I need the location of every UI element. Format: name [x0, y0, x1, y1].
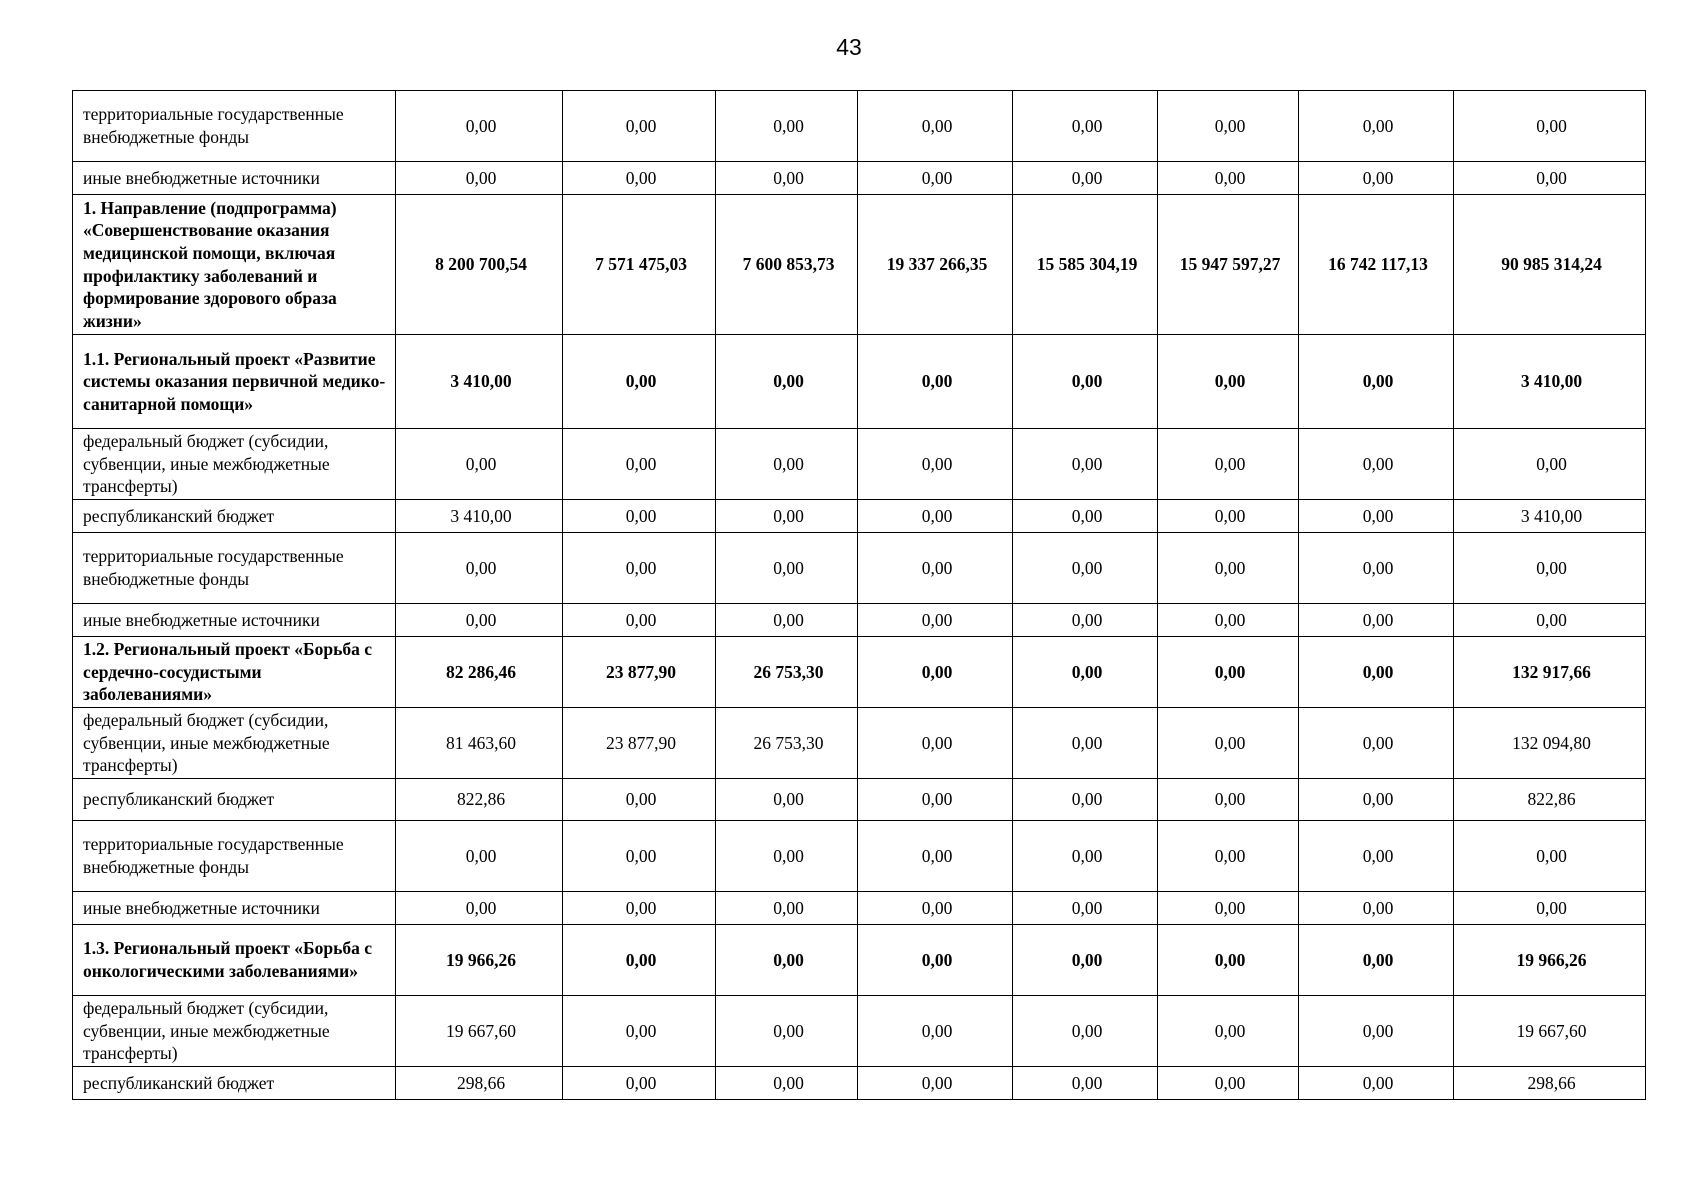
table-row — [73, 162, 1646, 195]
value-cell: 0,00 — [1299, 500, 1454, 533]
value-cell: 0,00 — [716, 429, 858, 500]
value-cell: 0,00 — [716, 1067, 858, 1100]
value-cell: 0,00 — [396, 162, 563, 195]
value-cell: 0,00 — [1299, 604, 1454, 637]
total-cell: 0,00 — [1454, 162, 1646, 195]
row-label: территориальные государственные внебюджетные фонды — [73, 821, 396, 892]
value-cell: 0,00 — [1158, 429, 1299, 500]
value-cell: 0,00 — [396, 821, 563, 892]
value-cell: 0,00 — [1013, 821, 1158, 892]
table-row — [73, 892, 1646, 925]
table-row — [73, 996, 1646, 1067]
value-cell: 0,00 — [858, 996, 1013, 1067]
value-cell: 82 286,46 — [396, 637, 563, 708]
value-cell: 0,00 — [1299, 429, 1454, 500]
value-cell: 0,00 — [858, 637, 1013, 708]
value-cell: 0,00 — [716, 996, 858, 1067]
total-cell: 298,66 — [1454, 1067, 1646, 1100]
value-cell: 0,00 — [1158, 1067, 1299, 1100]
value-cell: 0,00 — [1299, 1067, 1454, 1100]
row-label: иные внебюджетные источники — [73, 604, 396, 637]
row-label: иные внебюджетные источники — [73, 892, 396, 925]
value-cell: 0,00 — [1299, 533, 1454, 604]
value-cell: 0,00 — [858, 533, 1013, 604]
value-cell: 0,00 — [716, 335, 858, 429]
value-cell: 0,00 — [1158, 996, 1299, 1067]
value-cell: 0,00 — [396, 604, 563, 637]
row-label: 1. Направление (подпрограмма) «Совершенствование оказания медицинской помощи, включая профилактику заболеваний и формирование здорового образа жизни» — [73, 195, 396, 335]
value-cell: 0,00 — [1013, 91, 1158, 162]
value-cell: 0,00 — [1013, 533, 1158, 604]
value-cell: 0,00 — [563, 925, 716, 996]
total-cell: 0,00 — [1454, 892, 1646, 925]
row-label: 1.2. Региональный проект «Борьба с сердечно-сосудистыми заболеваниями» — [73, 637, 396, 708]
total-cell: 0,00 — [1454, 821, 1646, 892]
total-cell: 90 985 314,24 — [1454, 195, 1646, 335]
value-cell: 0,00 — [563, 892, 716, 925]
total-cell: 0,00 — [1454, 533, 1646, 604]
value-cell: 0,00 — [1013, 779, 1158, 821]
value-cell: 0,00 — [1013, 335, 1158, 429]
value-cell: 0,00 — [716, 533, 858, 604]
value-cell: 0,00 — [716, 892, 858, 925]
value-cell: 0,00 — [858, 708, 1013, 779]
value-cell: 0,00 — [858, 779, 1013, 821]
total-cell: 3 410,00 — [1454, 335, 1646, 429]
value-cell: 0,00 — [563, 996, 716, 1067]
row-label: республиканский бюджет — [73, 779, 396, 821]
value-cell: 0,00 — [858, 91, 1013, 162]
value-cell: 0,00 — [1158, 708, 1299, 779]
value-cell: 0,00 — [1013, 162, 1158, 195]
value-cell: 0,00 — [1013, 925, 1158, 996]
value-cell: 0,00 — [563, 500, 716, 533]
total-cell: 0,00 — [1454, 91, 1646, 162]
table-row — [73, 533, 1646, 604]
total-cell: 0,00 — [1454, 604, 1646, 637]
value-cell: 0,00 — [396, 533, 563, 604]
value-cell: 0,00 — [1299, 91, 1454, 162]
value-cell: 0,00 — [1013, 996, 1158, 1067]
value-cell: 26 753,30 — [716, 708, 858, 779]
row-label: территориальные государственные внебюджетные фонды — [73, 91, 396, 162]
value-cell: 0,00 — [1013, 429, 1158, 500]
value-cell: 0,00 — [858, 429, 1013, 500]
value-cell: 81 463,60 — [396, 708, 563, 779]
value-cell: 15 585 304,19 — [1013, 195, 1158, 335]
value-cell: 0,00 — [858, 821, 1013, 892]
value-cell: 8 200 700,54 — [396, 195, 563, 335]
value-cell: 298,66 — [396, 1067, 563, 1100]
value-cell: 0,00 — [1299, 162, 1454, 195]
value-cell: 0,00 — [1158, 892, 1299, 925]
value-cell: 0,00 — [1158, 500, 1299, 533]
row-label: республиканский бюджет — [73, 500, 396, 533]
value-cell: 0,00 — [858, 604, 1013, 637]
value-cell: 0,00 — [858, 500, 1013, 533]
value-cell: 0,00 — [1013, 1067, 1158, 1100]
value-cell: 26 753,30 — [716, 637, 858, 708]
table-body — [73, 91, 1646, 1100]
value-cell: 15 947 597,27 — [1158, 195, 1299, 335]
value-cell: 0,00 — [1299, 892, 1454, 925]
page-number: 43 — [836, 34, 862, 60]
row-label: федеральный бюджет (субсидии, субвенции, иные межбюджетные трансферты) — [73, 708, 396, 779]
value-cell: 0,00 — [563, 162, 716, 195]
value-cell: 0,00 — [563, 533, 716, 604]
value-cell: 0,00 — [716, 162, 858, 195]
table-row — [73, 604, 1646, 637]
row-label: федеральный бюджет (субсидии, субвенции, иные межбюджетные трансферты) — [73, 429, 396, 500]
value-cell: 0,00 — [1158, 533, 1299, 604]
value-cell: 19 337 266,35 — [858, 195, 1013, 335]
value-cell: 7 571 475,03 — [563, 195, 716, 335]
value-cell: 0,00 — [563, 779, 716, 821]
value-cell: 0,00 — [1013, 604, 1158, 637]
row-label: республиканский бюджет — [73, 1067, 396, 1100]
budget-table — [72, 90, 1646, 1100]
value-cell: 0,00 — [1158, 162, 1299, 195]
row-label: иные внебюджетные источники — [73, 162, 396, 195]
value-cell: 0,00 — [1299, 925, 1454, 996]
value-cell: 0,00 — [1158, 91, 1299, 162]
value-cell: 0,00 — [563, 1067, 716, 1100]
value-cell: 0,00 — [1013, 637, 1158, 708]
value-cell: 23 877,90 — [563, 708, 716, 779]
value-cell: 0,00 — [563, 821, 716, 892]
value-cell: 0,00 — [858, 162, 1013, 195]
value-cell: 0,00 — [716, 91, 858, 162]
value-cell: 0,00 — [716, 500, 858, 533]
value-cell: 0,00 — [1158, 335, 1299, 429]
value-cell: 0,00 — [716, 779, 858, 821]
total-cell: 3 410,00 — [1454, 500, 1646, 533]
total-cell: 132 917,66 — [1454, 637, 1646, 708]
row-label: федеральный бюджет (субсидии, субвенции, иные межбюджетные трансферты) — [73, 996, 396, 1067]
value-cell: 0,00 — [858, 892, 1013, 925]
total-cell: 19 667,60 — [1454, 996, 1646, 1067]
table-row — [73, 429, 1646, 500]
value-cell: 0,00 — [1299, 335, 1454, 429]
value-cell: 0,00 — [1299, 779, 1454, 821]
value-cell: 7 600 853,73 — [716, 195, 858, 335]
value-cell: 19 667,60 — [396, 996, 563, 1067]
value-cell: 3 410,00 — [396, 335, 563, 429]
value-cell: 0,00 — [396, 429, 563, 500]
value-cell: 0,00 — [858, 1067, 1013, 1100]
value-cell: 23 877,90 — [563, 637, 716, 708]
value-cell: 0,00 — [563, 91, 716, 162]
value-cell: 0,00 — [1158, 821, 1299, 892]
value-cell: 0,00 — [1158, 925, 1299, 996]
table-row-project — [73, 637, 1646, 708]
row-label: 1.1. Региональный проект «Развитие системы оказания первичной медико-санитарной помощи» — [73, 335, 396, 429]
value-cell: 0,00 — [563, 429, 716, 500]
value-cell: 0,00 — [1013, 500, 1158, 533]
value-cell: 0,00 — [1158, 779, 1299, 821]
value-cell: 0,00 — [1013, 708, 1158, 779]
table-row — [73, 91, 1646, 162]
total-cell: 132 094,80 — [1454, 708, 1646, 779]
row-label: 1.3. Региональный проект «Борьба с онкологическими заболеваниями» — [73, 925, 396, 996]
value-cell: 0,00 — [1299, 708, 1454, 779]
value-cell: 3 410,00 — [396, 500, 563, 533]
value-cell: 0,00 — [716, 604, 858, 637]
value-cell: 19 966,26 — [396, 925, 563, 996]
table-row — [73, 779, 1646, 821]
value-cell: 0,00 — [1299, 996, 1454, 1067]
value-cell: 0,00 — [563, 604, 716, 637]
value-cell: 0,00 — [1158, 604, 1299, 637]
value-cell: 0,00 — [1158, 637, 1299, 708]
table-row — [73, 821, 1646, 892]
value-cell: 0,00 — [858, 335, 1013, 429]
value-cell: 16 742 117,13 — [1299, 195, 1454, 335]
row-label: территориальные государственные внебюджетные фонды — [73, 533, 396, 604]
value-cell: 0,00 — [396, 892, 563, 925]
table-row-project — [73, 925, 1646, 996]
table-row-project — [73, 335, 1646, 429]
value-cell: 0,00 — [1013, 892, 1158, 925]
total-cell: 822,86 — [1454, 779, 1646, 821]
table-row — [73, 708, 1646, 779]
table-row — [73, 1067, 1646, 1100]
value-cell: 0,00 — [716, 925, 858, 996]
total-cell: 0,00 — [1454, 429, 1646, 500]
value-cell: 0,00 — [396, 91, 563, 162]
total-cell: 19 966,26 — [1454, 925, 1646, 996]
value-cell: 822,86 — [396, 779, 563, 821]
value-cell: 0,00 — [1299, 637, 1454, 708]
value-cell: 0,00 — [716, 821, 858, 892]
value-cell: 0,00 — [858, 925, 1013, 996]
value-cell: 0,00 — [563, 335, 716, 429]
table-row-subprogram — [73, 195, 1646, 335]
table-row — [73, 500, 1646, 533]
value-cell: 0,00 — [1299, 821, 1454, 892]
